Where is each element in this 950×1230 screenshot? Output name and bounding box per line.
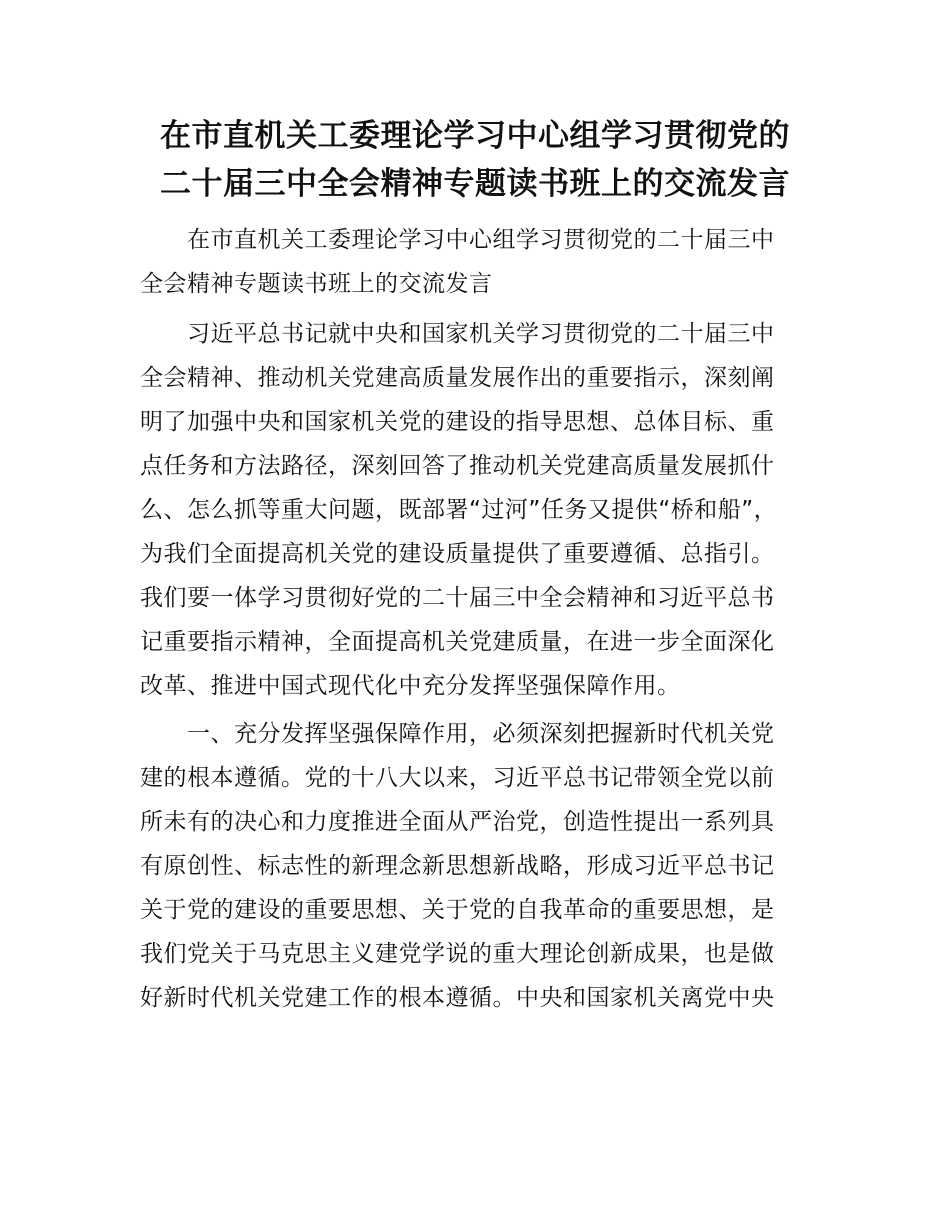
paragraph-1-line: 全会精神、推动机关党建高质量发展作出的重要指示，深刻阐: [140, 365, 775, 391]
paragraph-1-line: 么、怎么抓等重大问题，既部署“过河”任务又提供“桥和船”，: [140, 497, 778, 523]
paragraph-1-line: 为我们全面提高机关党的建设质量提供了重要遵循、总指引。: [140, 541, 775, 567]
paragraph-1-line: 记重要指示精神，全面提高机关党建质量，在进一步全面深化: [140, 629, 775, 655]
paragraph-1-line: 改革、推进中国式现代化中充分发挥坚强保障作用。: [140, 673, 681, 699]
title-line-1: 在市直机关工委理论学习中心组学习贯彻党的: [160, 118, 790, 154]
paragraph-2-line: 我们党关于马克思主义建党学说的重大理论创新成果，也是做: [140, 941, 775, 967]
paragraph-1-line: 点任务和方法路径，深刻回答了推动机关党建高质量发展抓什: [140, 453, 775, 479]
subtitle-line-2: 全会精神专题读书班上的交流发言: [140, 271, 493, 297]
title-line-2: 二十届三中全会精神专题读书班上的交流发言: [160, 166, 790, 202]
paragraph-2-line: 关于党的建设的重要思想、关于党的自我革命的重要思想，是: [140, 897, 775, 923]
subtitle-paragraph: [140, 218, 830, 306]
paragraph-1-line: 我们要一体学习贯彻好党的二十届三中全会精神和习近平总书: [140, 585, 775, 611]
paragraph-2-line: 建的根本遵循。党的十八大以来，习近平总书记带领全党以前: [140, 765, 775, 791]
paragraph-2-line: 有原创性、标志性的新理念新思想新战略，形成习近平总书记: [140, 853, 775, 879]
paragraph-1-line: 习近平总书记就中央和国家机关学习贯彻党的二十届三中: [187, 321, 775, 347]
subtitle-line-1: 在市直机关工委理论学习中心组学习贯彻党的二十届三中: [187, 227, 775, 253]
paragraph-2-line: 一、充分发挥坚强保障作用，必须深刻把握新时代机关党: [187, 721, 775, 747]
paragraph-1: [140, 312, 830, 708]
paragraph-2: [140, 712, 830, 1020]
document-title: [120, 112, 830, 208]
paragraph-2-line: 好新时代机关党建工作的根本遵循。中央和国家机关离党中央: [140, 985, 775, 1011]
paragraph-1-line: 明了加强中央和国家机关党的建设的指导思想、总体目标、重: [140, 409, 775, 435]
paragraph-2-line: 所未有的决心和力度推进全面从严治党，创造性提出一系列具: [140, 809, 775, 835]
